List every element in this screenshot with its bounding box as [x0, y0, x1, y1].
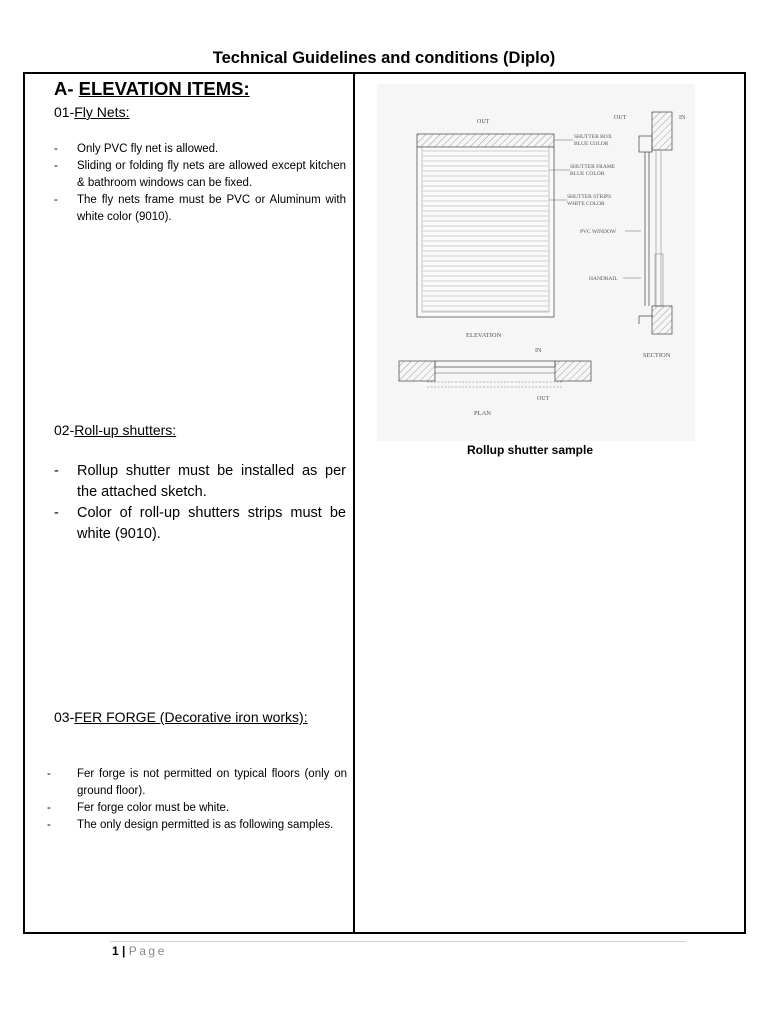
rollup-shutter-drawing [377, 84, 695, 441]
list-item: - Sliding or folding fly nets are allowed except kitchen & bathroom windows can be fixed. [54, 158, 346, 192]
shutter-frame-color-label: BLUE COLOR [570, 171, 605, 177]
item-number: 01- [54, 104, 75, 120]
fer-forge-list [47, 766, 347, 834]
shutter-strips-color-label: WHITE COLOR [567, 201, 605, 207]
handrail-label: HANDRAIL [589, 276, 618, 282]
guidelines-table [23, 72, 746, 934]
elevation-label: ELEVATION [466, 332, 502, 339]
list-item: - Fer forge color must be white. [47, 800, 347, 817]
fly-nets-list [54, 141, 346, 226]
section-heading [54, 78, 250, 100]
shutter-box-color-label: BLUE COLOR [574, 141, 609, 147]
section-prefix: A- [54, 78, 79, 99]
left-column [25, 74, 353, 932]
item-number: 02- [54, 422, 75, 438]
item-title: FER FORGE (Decorative iron works): [74, 709, 308, 725]
item-title: Fly Nets: [74, 104, 130, 120]
list-item: - Only PVC fly net is allowed. [54, 141, 346, 158]
out-label-elevation: OUT [477, 119, 490, 125]
shutter-frame-label: SHUTTER FRAME [570, 164, 616, 170]
item-heading-fly-nets [54, 104, 129, 120]
list-item: - Rollup shutter must be installed as per the attached sketch. [54, 461, 346, 503]
figure-caption: Rollup shutter sample [466, 443, 594, 457]
list-item: - Fer forge is not permitted on typical floors (only on ground floor). [47, 766, 347, 800]
item-number: 03- [54, 709, 75, 725]
shutter-frame [417, 147, 554, 317]
page-footer [112, 944, 167, 958]
in-label-plan: IN [535, 348, 542, 354]
out-label-section: OUT [614, 115, 627, 121]
plan-wall-left [399, 361, 435, 381]
list-item: - The fly nets frame must be PVC or Aluminum with white color (9010). [54, 192, 346, 226]
section-wall-top [652, 112, 672, 150]
plan-label: PLAN [474, 410, 491, 417]
out-label-plan: OUT [537, 396, 550, 402]
item-title: Roll-up shutters: [74, 422, 177, 438]
shutter-box-label: SHUTTER BOX [574, 134, 612, 140]
pvc-window-label: PVC WINDOW [580, 229, 617, 235]
list-item: - The only design permitted is as following samples. [47, 817, 347, 834]
item-heading-roll-up-shutters [54, 422, 176, 438]
document-title: Technical Guidelines and conditions (Diplo) [212, 49, 556, 67]
plan-wall-right [555, 361, 591, 381]
footer-rule [110, 941, 686, 942]
section-wall-bottom [652, 306, 672, 334]
section-title: ELEVATION ITEMS: [78, 78, 250, 99]
page-word: Page [128, 944, 167, 958]
in-label-section: IN [679, 115, 686, 121]
page-separator: | [122, 944, 126, 958]
roll-up-shutters-list [54, 461, 346, 545]
item-heading-fer-forge [54, 709, 308, 725]
page-number: 1 [112, 944, 119, 958]
right-column [355, 74, 744, 932]
shutter-box [417, 134, 554, 147]
section-label: SECTION [643, 352, 671, 359]
shutter-strips-label: SHUTTER STRIPS [567, 194, 612, 200]
list-item: - Color of roll-up shutters strips must be white (9010). [54, 503, 346, 545]
